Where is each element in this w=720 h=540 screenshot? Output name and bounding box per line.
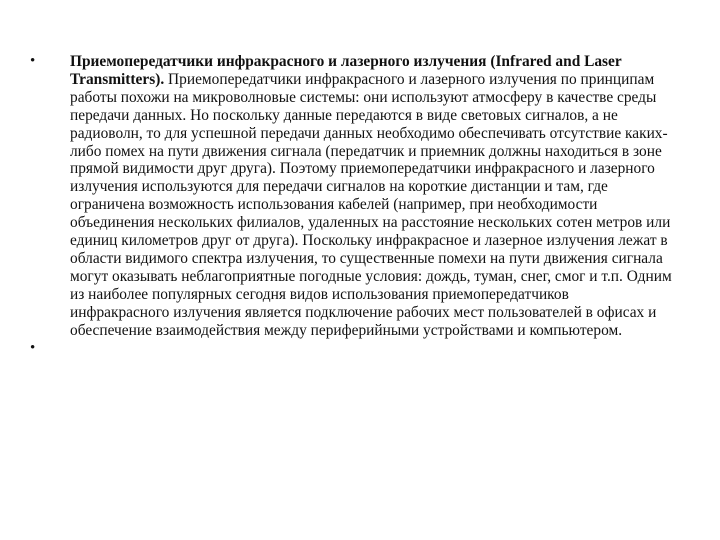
bullet-item-empty xyxy=(30,340,680,360)
bullet-marker: • xyxy=(30,339,36,356)
bullet-item xyxy=(30,53,680,340)
bullet-lead-text: Приемопередатчики инфракрасного и лазерного излучения xyxy=(70,53,487,70)
bullet-text xyxy=(70,53,672,340)
bullet-body-text: Приемопередатчики инфракрасного и лазерного излучения по принципам работы похожи на микроволновые системы: они используют атмосферу в качестве среды передачи данных. Но поскольку данные передаются в виде световых сигналов, а не радиоволн, то для успешной передачи данных необходимо обеспечивать отсутствие каких-либо помех на пути движения сигнала (передатчик и приемник должны находиться в зоне прямой видимости друг друга). Поэтому приемопередатчики инфракрасного и лазерного излучения используются для передачи сигналов на короткие дистанции и там, где ограничена возможность использования кабелей (например, при необходимости объединения нескольких филиалов, удаленных на расстояние нескольких сотен метров или единиц километров друг от друга). Поскольку инфракрасное и лазерное излучения лежат в области видимого спектра излучения, то существенные помехи на пути движения сигнала могут оказывать неблагоприятные погодные условия: дождь, туман, снег, смог и т.п. Одним из наиболее популярных сегодня видов использования приемопередатчиков инфракрасного излучения является подключение рабочих мест пользователей в офисах и обеспечение взаимодействия между периферийными устройствами и компьютером. xyxy=(70,70,672,339)
bullet-list xyxy=(30,53,680,360)
bullet-marker: • xyxy=(30,53,36,69)
bullet-lead-english: (Infrared and Laser Transmitters). xyxy=(70,53,622,88)
